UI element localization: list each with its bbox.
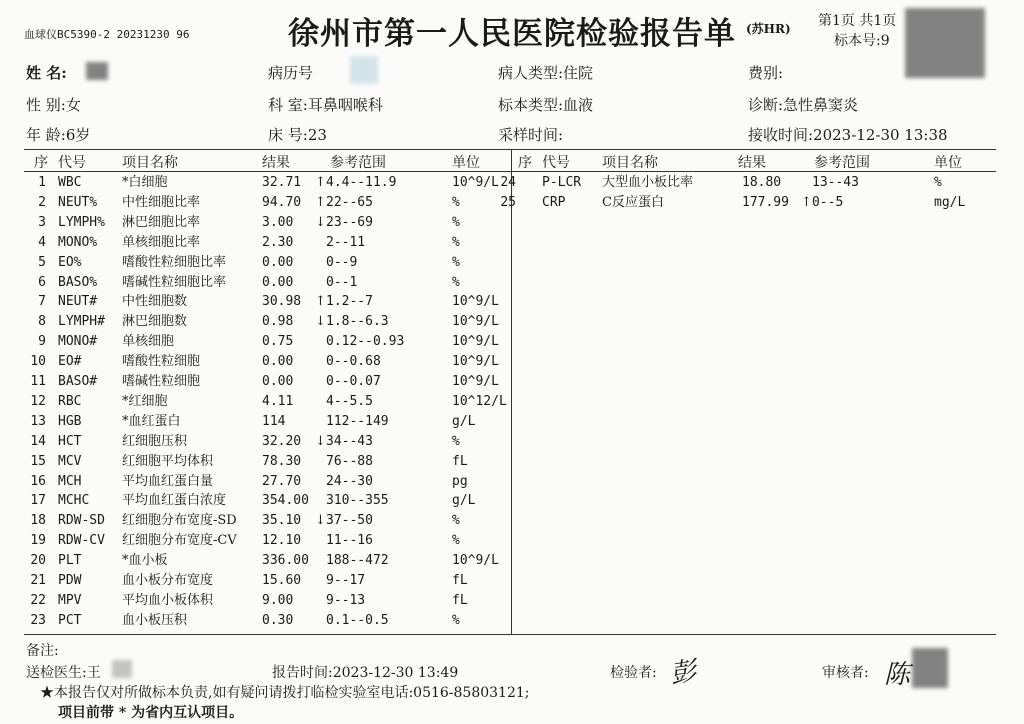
cell-name: 单核细胞 xyxy=(122,334,175,350)
cell-result: 2.30 xyxy=(262,234,294,250)
cell-no: 1 xyxy=(38,175,46,190)
cell-unit: g/L xyxy=(452,413,476,429)
cell-no: 21 xyxy=(30,573,46,588)
cell-flag: ↑ xyxy=(315,294,326,310)
cell-result: 0.00 xyxy=(262,354,294,370)
cell-no: 13 xyxy=(30,413,46,429)
cell-result: 114 xyxy=(262,413,286,429)
cell-range: 9--13 xyxy=(326,592,366,608)
cell-no: 8 xyxy=(38,314,46,330)
cell-unit: pg xyxy=(452,473,468,489)
cell-range: 37--50 xyxy=(326,513,373,529)
report-time: 报告时间:2023-12-30 13:49 xyxy=(272,665,459,681)
cell-unit: % xyxy=(452,612,460,628)
cell-unit: % xyxy=(452,513,460,529)
cell-range: 0.12--0.93 xyxy=(326,334,405,350)
cell-unit: 10^9/L xyxy=(452,294,499,310)
cell-range: 1.2--7 xyxy=(326,294,373,310)
cell-no: 22 xyxy=(30,592,46,608)
cell-no: 6 xyxy=(38,274,46,290)
cell-code: EO% xyxy=(58,254,82,270)
sample-number: 标本号:9 xyxy=(834,33,890,49)
cell-code: NEUT% xyxy=(58,194,98,210)
cell-no: 10 xyxy=(30,354,46,370)
cell-name: 淋巴细胞比率 xyxy=(122,214,201,230)
cell-no: 24 xyxy=(500,175,516,190)
cell-range: 0--9 xyxy=(326,254,358,270)
cell-code: EO# xyxy=(58,354,82,370)
redaction-block xyxy=(905,8,985,78)
cell-name: 红细胞分布宽度-SD xyxy=(122,513,237,529)
reviewer-redaction xyxy=(912,648,948,688)
cell-range: 9--17 xyxy=(326,573,366,588)
cell-name: 中性细胞比率 xyxy=(122,194,201,210)
cell-name: 红细胞分布宽度-CV xyxy=(122,533,237,549)
disclaimer: ★本报告仅对所做标本负责,如有疑问请拨打临检实验室电话:0516-85803121; xyxy=(40,685,530,701)
cell-result: 0.00 xyxy=(262,374,294,389)
cell-result: 35.10 xyxy=(262,513,302,529)
certification-badge: (苏HR) xyxy=(746,22,791,36)
cell-result: 4.11 xyxy=(262,393,294,409)
cell-code: WBC xyxy=(58,175,82,190)
cell-unit: 10^9/L xyxy=(452,175,499,190)
cell-code: NEUT# xyxy=(58,294,98,310)
col-code: 代号 xyxy=(58,155,86,171)
cell-range: 0--0.07 xyxy=(326,374,381,389)
col-result: 结果 xyxy=(262,155,290,171)
cell-unit: 10^9/L xyxy=(452,553,499,569)
cell-no: 25 xyxy=(500,194,516,210)
sending-doctor: 送检医生:王 xyxy=(26,665,101,681)
cell-code: MCV xyxy=(58,453,82,469)
cell-flag: ↓ xyxy=(315,513,326,529)
cell-result: 78.30 xyxy=(262,453,302,469)
cell-name: 嗜碱性粒细胞 xyxy=(122,374,201,389)
cell-name: 单核细胞比率 xyxy=(122,234,201,250)
cell-result: 0.30 xyxy=(262,612,294,628)
cell-name: 淋巴细胞数 xyxy=(122,314,188,330)
tester-label: 检验者: xyxy=(610,665,657,681)
cell-result: 27.70 xyxy=(262,473,302,489)
cell-name: 平均血红蛋白量 xyxy=(122,473,214,489)
cell-range: 11--16 xyxy=(326,533,373,549)
cell-name: 红细胞压积 xyxy=(122,433,188,449)
cell-result: 336.00 xyxy=(262,553,309,569)
cell-code: BASO% xyxy=(58,274,98,290)
cell-unit: % xyxy=(452,433,460,449)
cell-unit: 10^9/L xyxy=(452,334,499,350)
col-unit: 单位 xyxy=(452,155,480,171)
cell-result: 0.00 xyxy=(262,274,294,290)
cell-no: 18 xyxy=(30,513,46,529)
diagnosis: 诊断:急性鼻窦炎 xyxy=(748,96,859,114)
cell-unit: fL xyxy=(452,573,468,588)
cell-code: MONO# xyxy=(58,334,98,350)
cell-range: 0--0.68 xyxy=(326,354,381,370)
fee-type-label: 费别: xyxy=(748,64,784,82)
cell-unit: 10^12/L xyxy=(452,393,507,409)
cell-unit: % xyxy=(452,533,460,549)
cell-unit: % xyxy=(934,175,942,190)
cell-name: 平均血小板体积 xyxy=(122,592,214,608)
cell-unit: % xyxy=(452,274,460,290)
tester-signature: 彭 xyxy=(668,656,699,690)
table-top-border xyxy=(24,149,996,150)
page-indicator: 第1页 共1页 xyxy=(818,13,897,29)
cell-result: 0.00 xyxy=(262,254,294,270)
cell-no: 15 xyxy=(30,453,46,469)
cell-no: 9 xyxy=(38,334,46,350)
cell-range: 188--472 xyxy=(326,553,389,569)
cell-no: 7 xyxy=(38,294,46,310)
remark-label: 备注: xyxy=(26,643,59,659)
cell-code: MCH xyxy=(58,473,82,489)
cell-range: 112--149 xyxy=(326,413,389,429)
cell-range: 22--65 xyxy=(326,194,373,210)
cell-name: 大型血小板比率 xyxy=(602,175,694,190)
col-range: 参考范围 xyxy=(330,155,386,171)
cell-result: 32.71 xyxy=(262,175,302,190)
cell-range: 13--43 xyxy=(812,175,859,190)
cell-range: 34--43 xyxy=(326,433,373,449)
mutual-recognition-note: 项目前带 * 为省内互认项目。 xyxy=(58,705,244,721)
cell-no: 11 xyxy=(30,374,46,389)
cell-unit: fL xyxy=(452,592,468,608)
cell-unit: g/L xyxy=(452,493,476,509)
patient-age: 年 龄:6岁 xyxy=(26,126,91,144)
cell-name: *红细胞 xyxy=(122,393,168,409)
col-no: 序 xyxy=(518,155,532,171)
department: 科 室:耳鼻咽喉科 xyxy=(268,96,383,114)
cell-no: 2 xyxy=(38,194,46,210)
cell-name: *血小板 xyxy=(122,553,168,569)
cell-unit: 10^9/L xyxy=(452,314,499,330)
cell-result: 354.00 xyxy=(262,493,309,509)
cell-unit: fL xyxy=(452,453,468,469)
cell-unit: mg/L xyxy=(934,194,966,210)
cell-range: 0--1 xyxy=(326,274,358,290)
cell-no: 20 xyxy=(30,553,46,569)
cell-code: MCHC xyxy=(58,493,90,509)
cell-unit: % xyxy=(452,234,460,250)
cell-no: 16 xyxy=(30,473,46,489)
cell-range: 76--88 xyxy=(326,453,373,469)
cell-result: 9.00 xyxy=(262,592,294,608)
cell-flag: ↑ xyxy=(801,194,812,210)
cell-no: 23 xyxy=(30,612,46,628)
cell-result: 177.99 xyxy=(742,194,789,210)
record-no-label: 病历号 xyxy=(268,64,314,82)
collect-time: 采样时间: xyxy=(498,126,564,144)
cell-code: RDW-SD xyxy=(58,513,105,529)
cell-unit: 10^9/L xyxy=(452,354,499,370)
cell-code: MPV xyxy=(58,592,82,608)
cell-code: HCT xyxy=(58,433,82,449)
cell-flag: ↓ xyxy=(315,433,326,449)
cell-range: 0--5 xyxy=(812,194,844,210)
doctor-redaction xyxy=(112,660,132,678)
cell-result: 12.10 xyxy=(262,533,302,549)
cell-name: 嗜碱性粒细胞比率 xyxy=(122,274,227,290)
cell-name: 中性细胞数 xyxy=(122,294,188,310)
cell-result: 18.80 xyxy=(742,175,782,190)
cell-flag: ↑ xyxy=(315,175,326,190)
cell-range: 310--355 xyxy=(326,493,389,509)
cell-range: 1.8--6.3 xyxy=(326,314,389,330)
cell-code: PDW xyxy=(58,573,82,588)
cell-no: 19 xyxy=(30,533,46,549)
cell-no: 12 xyxy=(30,393,46,409)
cell-range: 4.4--11.9 xyxy=(326,175,397,190)
bed-number: 床 号:23 xyxy=(268,126,327,144)
cell-range: 0.1--0.5 xyxy=(326,612,389,628)
col-name: 项目名称 xyxy=(602,155,658,171)
cell-result: 30.98 xyxy=(262,294,302,310)
cell-flag: ↓ xyxy=(315,214,326,230)
cell-name: 嗜酸性粒细胞 xyxy=(122,354,201,370)
cell-name: 嗜酸性粒细胞比率 xyxy=(122,254,227,270)
patient-type: 病人类型:住院 xyxy=(498,64,594,82)
cell-code: LYMPH% xyxy=(58,214,105,230)
report-title: 徐州市第一人民医院检验报告单 xyxy=(288,16,736,52)
cell-code: CRP xyxy=(542,194,566,210)
cell-unit: % xyxy=(452,214,460,230)
reviewer-label: 审核者: xyxy=(822,665,869,681)
cell-name: *血红蛋白 xyxy=(122,413,181,429)
cell-code: RDW-CV xyxy=(58,533,105,549)
cell-no: 5 xyxy=(38,254,46,270)
cell-range: 24--30 xyxy=(326,473,373,489)
specimen-type: 标本类型:血液 xyxy=(498,96,594,114)
cell-unit: % xyxy=(452,254,460,270)
cell-no: 4 xyxy=(38,234,46,250)
patient-name-label: 姓 名: xyxy=(26,64,67,82)
patient-sex: 性 别:女 xyxy=(26,96,81,114)
record-redaction xyxy=(350,56,378,84)
cell-code: HGB xyxy=(58,413,82,429)
col-name: 项目名称 xyxy=(122,155,178,171)
name-redaction xyxy=(86,62,108,80)
table-divider xyxy=(511,149,512,635)
cell-code: P-LCR xyxy=(542,175,582,190)
cell-range: 4--5.5 xyxy=(326,393,373,409)
cell-code: MONO% xyxy=(58,234,98,250)
cell-name: C反应蛋白 xyxy=(602,194,664,210)
table-bottom-border xyxy=(24,634,996,635)
col-result: 结果 xyxy=(738,155,766,171)
device-id: 血球仪BC5390-2 20231230 96 xyxy=(24,28,190,41)
col-unit: 单位 xyxy=(934,155,962,171)
cell-range: 2--11 xyxy=(326,234,366,250)
cell-code: RBC xyxy=(58,393,82,409)
cell-name: *白细胞 xyxy=(122,175,168,190)
cell-code: PLT xyxy=(58,553,82,569)
cell-result: 3.00 xyxy=(262,214,294,230)
col-no: 序 xyxy=(34,155,48,171)
cell-unit: % xyxy=(452,194,460,210)
cell-flag: ↑ xyxy=(315,194,326,210)
cell-flag: ↓ xyxy=(315,314,326,330)
col-code: 代号 xyxy=(542,155,570,171)
cell-no: 17 xyxy=(30,493,46,509)
cell-no: 14 xyxy=(30,433,46,449)
cell-range: 23--69 xyxy=(326,214,373,230)
cell-name: 红细胞平均体积 xyxy=(122,453,214,469)
col-range: 参考范围 xyxy=(814,155,870,171)
cell-result: 0.98 xyxy=(262,314,294,330)
cell-unit: 10^9/L xyxy=(452,374,499,389)
cell-result: 32.20 xyxy=(262,433,302,449)
cell-result: 15.60 xyxy=(262,573,302,588)
cell-code: LYMPH# xyxy=(58,314,105,330)
cell-name: 平均血红蛋白浓度 xyxy=(122,493,227,509)
cell-name: 血小板分布宽度 xyxy=(122,573,214,588)
receive-time: 接收时间:2023-12-30 13:38 xyxy=(748,126,948,144)
cell-code: BASO# xyxy=(58,374,98,389)
reviewer-signature: 陈 xyxy=(884,660,911,690)
cell-no: 3 xyxy=(38,214,46,230)
cell-result: 94.70 xyxy=(262,194,302,210)
cell-result: 0.75 xyxy=(262,334,294,350)
cell-code: PCT xyxy=(58,612,82,628)
cell-name: 血小板压积 xyxy=(122,612,188,628)
